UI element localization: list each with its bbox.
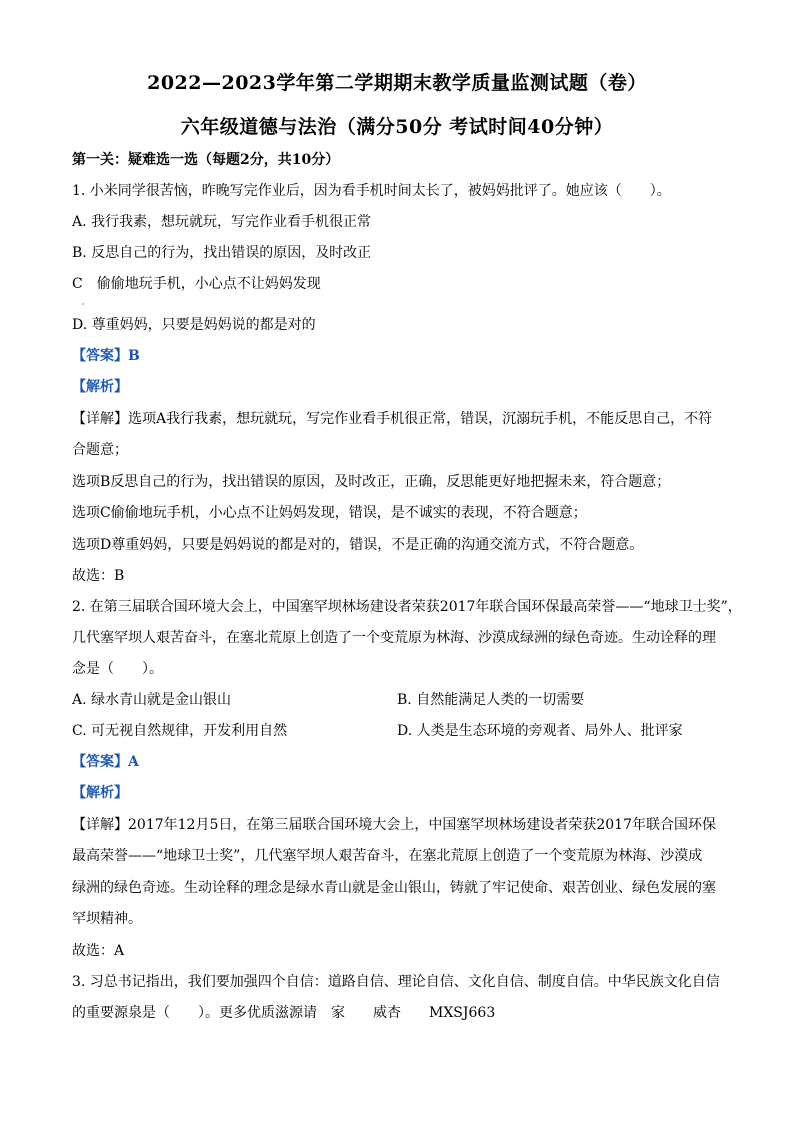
q2-option-a: A. 绿水青山就是金山银山 — [72, 692, 232, 708]
section-heading: 第一关：疑难选一选（每题2分，共10分） — [72, 152, 340, 168]
q1-detail-line2: 合题意； — [72, 442, 128, 458]
q2-detail-line1: 【详解】2017年12月5日，在第三届联合国环境大会上，中国塞罕坝林场建设者荣获2017年联合国环保 — [72, 817, 716, 833]
q2-options-row2 — [72, 721, 732, 741]
q2-option-c: C. 可无视自然规律，开发利用自然 — [72, 723, 288, 739]
q1-option-d: D. 尊重妈妈，只要是妈妈说的都是对的 — [72, 317, 316, 333]
q2-answer: 【答案】A — [72, 754, 139, 770]
q2-stem-line3: 念是（ ）。 — [72, 661, 163, 677]
q1-detail-line5: 选项D尊重妈妈，只要是妈妈说的都是对的，错误，不是正确的沟通交流方式，不符合题意。 — [72, 537, 644, 553]
q1-stem: 1. 小米同学很苦恼，昨晚写完作业后，因为看手机时间太长了，被妈妈批评了。她应该（ ）。 — [72, 183, 671, 199]
q1-analysis-label: 【解析】 — [72, 379, 128, 395]
q3-stem-line2: 的重要源泉是（ ）。更多优质滋源请 家 威杏 MXSJ663 — [72, 1005, 496, 1021]
stray-dot: · — [82, 300, 85, 309]
q1-detail-line3: 选项B反思自己的行为，找出错误的原因，及时改正，正确，反思能更好地把握未来，符合题意； — [72, 474, 671, 490]
q1-option-a: A. 我行我素，想玩就玩，写完作业看手机很正常 — [72, 214, 372, 230]
q2-detail-line3: 绿洲的绿色奇迹。生动诠释的理念是绿水青山就是金山银山，铸就了牢记使命、艰苦创业、绿色发展的塞 — [72, 880, 716, 896]
q2-stem-line1: 2. 在第三届联合国环境大会上，中国塞罕坝林场建设者荣获2017年联合国环保最高荣誉——“地球卫士奖”， — [72, 599, 742, 615]
q2-options-row1 — [72, 690, 732, 710]
q2-stem-line2: 几代塞罕坝人艰苦奋斗，在塞北荒原上创造了一个变荒原为林海、沙漠成绿洲的绿色奇迹。生动诠释的理 — [72, 630, 716, 646]
q2-detail-line2: 最高荣誉——“地球卫士奖”，几代塞罕坝人艰苦奋斗，在塞北荒原上创造了一个变荒原为林海、沙漠成 — [72, 848, 703, 864]
q1-answer: 【答案】B — [72, 348, 140, 364]
q2-option-b: B. 自然能满足人类的一切需要 — [397, 692, 585, 708]
q1-option-b: B. 反思自己的行为，找出错误的原因，及时改正 — [72, 245, 372, 261]
exam-title: 2022—2023学年第二学期期末教学质量监测试题（卷） — [147, 72, 647, 94]
q3-stem-line1: 3. 习总书记指出，我们要加强四个自信：道路自信、理论自信、文化自信、制度自信。中华民族文化自信 — [72, 974, 720, 990]
q2-option-d: D. 人类是生态环境的旁观者、局外人、批评家 — [397, 723, 683, 739]
q1-choice: 故选：B — [72, 568, 125, 584]
q2-detail-line4: 罕坝精神。 — [72, 911, 142, 927]
q1-detail-line4: 选项C偷偷地玩手机，小心点不让妈妈发现，错误，是不诚实的表现，不符合题意； — [72, 505, 587, 521]
q2-choice: 故选：A — [72, 943, 125, 959]
exam-subtitle: 六年级道德与法治（满分50分 考试时间40分钟） — [180, 116, 614, 138]
q1-detail-line1: 【详解】选项A我行我素，想玩就玩，写完作业看手机很正常，错误，沉溺玩手机，不能反思自己，不符 — [72, 411, 713, 427]
q2-analysis-label: 【解析】 — [72, 785, 128, 801]
q1-option-c: C 偷偷地玩手机，小心点不让妈妈发现 — [72, 276, 321, 292]
